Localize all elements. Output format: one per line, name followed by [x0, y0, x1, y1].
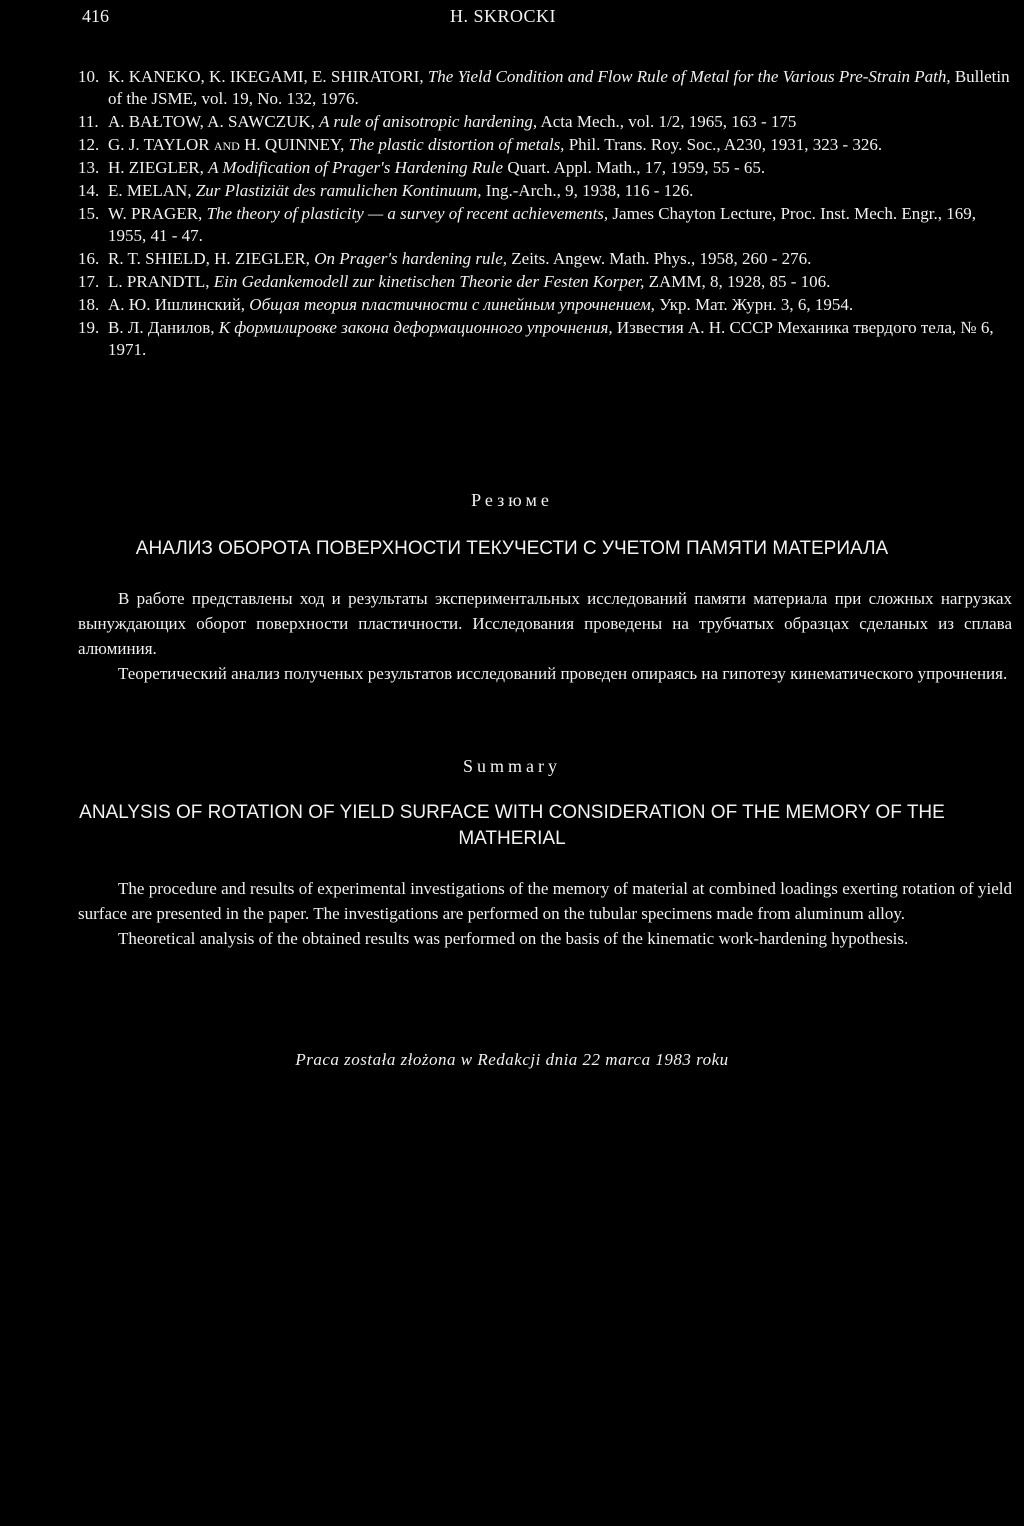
reference-title: Общая теория пластичности с линейным упрочнением,: [249, 295, 655, 314]
resume-label: Резюме: [471, 490, 553, 510]
reference-title: Zur Plastiziät des ramulichen Kontinuum,: [195, 181, 482, 200]
summary-title: ANALYSIS OF ROTATION OF YIELD SURFACE WITH CONSIDERATION OF THE MEMORY OF THE MATHERIAL: [79, 802, 945, 849]
reference-number: 14.: [78, 181, 100, 200]
resume-paragraph: В работе представлены ход и результаты экспериментальных исследований памяти материала при сложных нагрузках вынуждающих оборот поверхности пластичности. Исследования проведены на трубчатых образцах сделаных из сплава алюминия.: [78, 589, 1012, 658]
reference-item: [78, 134, 1018, 156]
reference-author: В. Л. Данилов,: [108, 318, 215, 337]
resume-abstract: [78, 586, 1012, 686]
resume-title: АНАЛИЗ ОБОРОТА ПОВЕРХНОСТИ ТЕКУЧЕСТИ С УЧЕТОМ ПАМЯТИ МАТЕРИАЛА: [135, 538, 889, 559]
reference-item: [78, 66, 1018, 110]
reference-number: 13.: [78, 158, 100, 177]
reference-list: [78, 66, 1018, 362]
reference-source: Phil. Trans. Roy. Soc., A230, 1931, 323 - 326.: [568, 135, 883, 154]
reference-title: A Modification of Prager's Hardening Rule: [208, 158, 504, 177]
reference-author: G. J. TAYLOR and H. QUINNEY,: [108, 135, 345, 154]
reference-number: 19.: [78, 318, 100, 337]
reference-number: 15.: [78, 204, 100, 223]
reference-source: James Chayton Lecture, Proc. Inst. Mech. Engr., 169, 1955, 41 - 47.: [108, 204, 976, 245]
summary-abstract: [78, 876, 1012, 951]
reference-source: Zeits. Angew. Math. Phys., 1958, 260 - 276.: [511, 249, 812, 268]
reference-number: 12.: [78, 135, 100, 154]
summary-paragraph: The procedure and results of experimental investigations of the memory of material at combined loadings exerting rotation of yield surface are presented in the paper. The investigations are performed on the tubular specimens made from aluminum alloy.: [78, 879, 1012, 923]
resume-paragraph: Теоретический анализ полученых результатов исследований проведен опираясь на гипотезу кинематического упрочнения.: [118, 664, 1008, 683]
reference-source: Bulletin of the JSME, vol. 19, No. 132, 1976.: [108, 67, 1010, 108]
reference-author: H. ZIEGLER,: [108, 158, 204, 177]
reference-author: L. PRANDTL,: [108, 272, 210, 291]
reference-number: 18.: [78, 295, 100, 314]
reference-title: A rule of anisotropic hardening,: [319, 112, 538, 131]
reference-author: А. Ю. Ишлинский,: [108, 295, 246, 314]
reference-source: Известия А. Н. СССР Механика твердого тела, № 6, 1971.: [108, 318, 994, 359]
reference-source: Ing.-Arch., 9, 1938, 116 - 126.: [485, 181, 694, 200]
reference-item: [78, 157, 1018, 179]
reference-number: 17.: [78, 272, 100, 291]
reference-author: W. PRAGER,: [108, 204, 203, 223]
reference-source: Acta Mech., vol. 1/2, 1965, 163 - 175: [540, 112, 797, 131]
reference-author: R. T. SHIELD, H. ZIEGLER,: [108, 249, 310, 268]
reference-author: E. MELAN,: [108, 181, 192, 200]
reference-item: [78, 203, 1018, 247]
page-number: 416: [82, 6, 109, 26]
summary-paragraph: Theoretical analysis of the obtained results was performed on the basis of the kinematic work-hardening hypothesis.: [118, 929, 909, 948]
reference-item: [78, 111, 1018, 133]
reference-author: K. KANEKO, K. IKEGAMI, E. SHIRATORI,: [108, 67, 424, 86]
reference-item: [78, 294, 1018, 316]
running-head: H. SKROCKI: [450, 6, 557, 26]
reference-title: On Prager's hardening rule,: [314, 249, 508, 268]
reference-number: 11.: [78, 112, 99, 131]
reference-source: ZAMM, 8, 1928, 85 - 106.: [648, 272, 831, 291]
reference-source: Quart. Appl. Math., 17, 1959, 55 - 65.: [507, 158, 766, 177]
reference-title: К формилировке закона деформационного упрочнения,: [218, 318, 613, 337]
reference-item: [78, 248, 1018, 270]
submission-note: Praca została złożona w Redakcji dnia 22 marca 1983 roku: [295, 1050, 729, 1069]
reference-title: Ein Gedankemodell zur kinetischen Theorie der Festen Korper,: [213, 272, 645, 291]
reference-item: [78, 317, 1018, 361]
summary-label: Summary: [463, 756, 561, 776]
reference-item: [78, 180, 1018, 202]
reference-number: 10.: [78, 67, 100, 86]
reference-title: The theory of plasticity — a survey of recent achievements,: [206, 204, 609, 223]
reference-number: 16.: [78, 249, 100, 268]
reference-author: A. BAŁTOW, A. SAWCZUK,: [108, 112, 315, 131]
reference-title: The plastic distortion of metals,: [348, 135, 565, 154]
reference-title: The Yield Condition and Flow Rule of Metal for the Various Pre-Strain Path,: [427, 67, 951, 86]
reference-item: [78, 271, 1018, 293]
reference-source: Укр. Мат. Журн. 3, 6, 1954.: [659, 295, 854, 314]
